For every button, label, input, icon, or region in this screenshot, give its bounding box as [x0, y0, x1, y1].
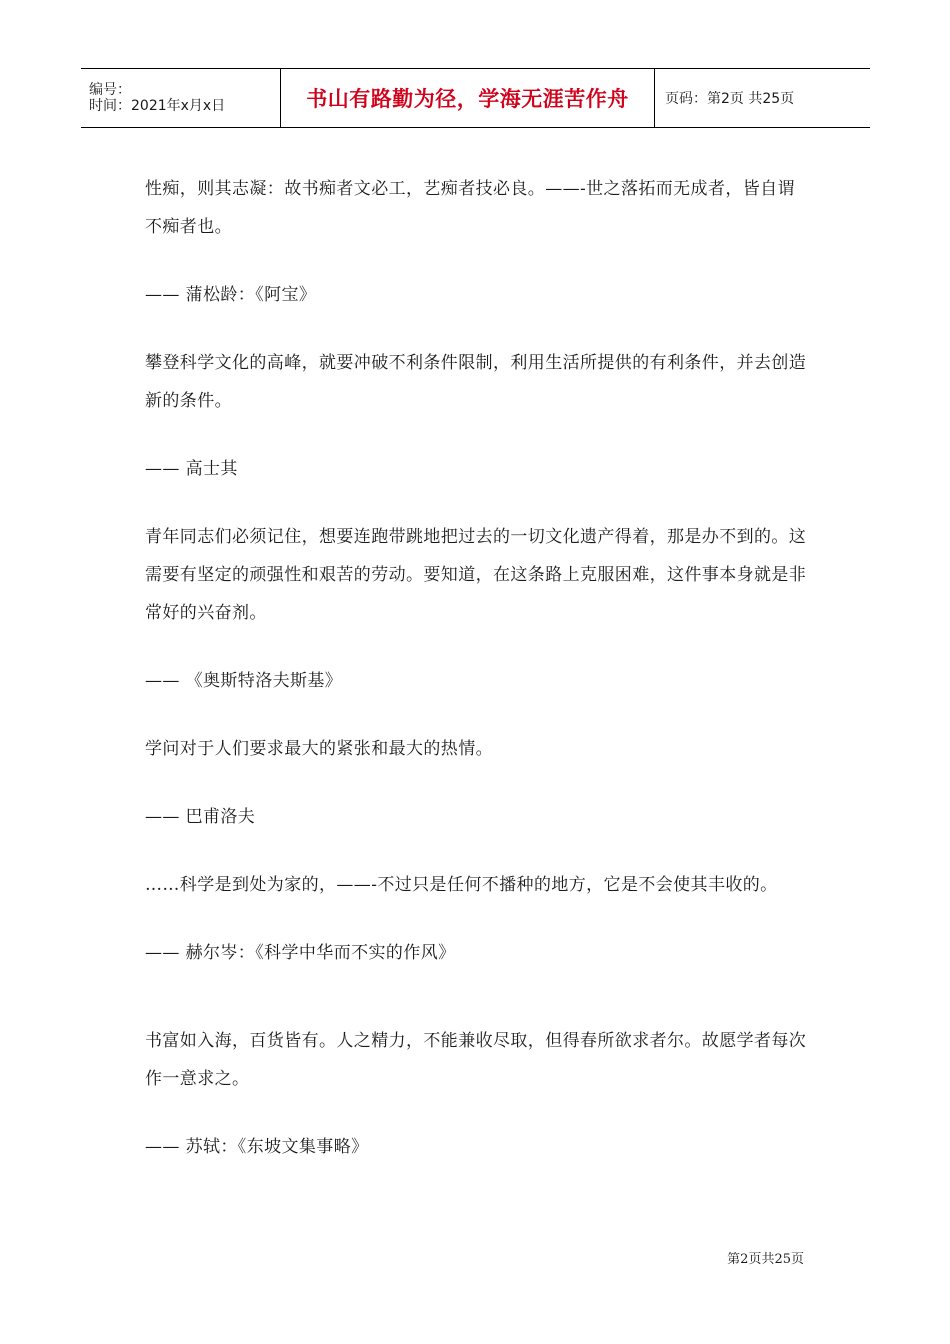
quote-attribution: —— 巴甫洛夫 [145, 807, 256, 827]
quote-attribution: —— 高士其 [145, 459, 238, 479]
footer-page-number: 第2页共25页 [727, 1252, 804, 1267]
quote-attribution: —— 苏轼：《东坡文集事略》 [145, 1137, 369, 1157]
header-page-cell [655, 69, 870, 127]
header-motto-cell [281, 69, 655, 127]
header-page-label: 页码：第2页 共25页 [665, 91, 795, 107]
quote-attribution: —— 《奥斯特洛夫斯基》 [145, 671, 343, 691]
quote-text: 性痴，则其志凝：故书痴者文必工，艺痴者技必良。——-世之落拓而无成者，皆自谓不痴者也。 [145, 179, 795, 237]
time-label: 时间：2021年x月x日 [89, 98, 226, 114]
number-label: 编号： [89, 82, 131, 98]
quote-text: 攀登科学文化的高峰，就要冲破不利条件限制，利用生活所提供的有利条件，并去创造新的条件。 [145, 353, 807, 411]
page-header [81, 68, 870, 128]
header-meta [81, 69, 281, 127]
quote-attribution: —— 蒲松龄：《阿宝》 [145, 285, 317, 305]
quote-text: 青年同志们必须记住，想要连跑带跳地把过去的一切文化遗产得着，那是办不到的。这需要有坚定的顽强性和艰苦的劳动。要知道，在这条路上克服困难，这件事本身就是非常好的兴奋剂。 [145, 527, 807, 623]
quote-list [145, 170, 810, 1166]
quote-text: 书富如入海，百货皆有。人之精力，不能兼收尽取，但得春所欲求者尔。故愿学者每次作一意求之。 [145, 1031, 807, 1089]
quote-text: ……科学是到处为家的，——-不过只是任何不播种的地方，它是不会使其丰收的。 [145, 875, 778, 895]
quote-text: 学问对于人们要求最大的紧张和最大的热情。 [145, 739, 493, 759]
motto: 书山有路勤为径，学海无涯苦作舟 [306, 87, 629, 111]
quote-attribution: —— 赫尔岑：《科学中华而不实的作风》 [145, 943, 456, 963]
